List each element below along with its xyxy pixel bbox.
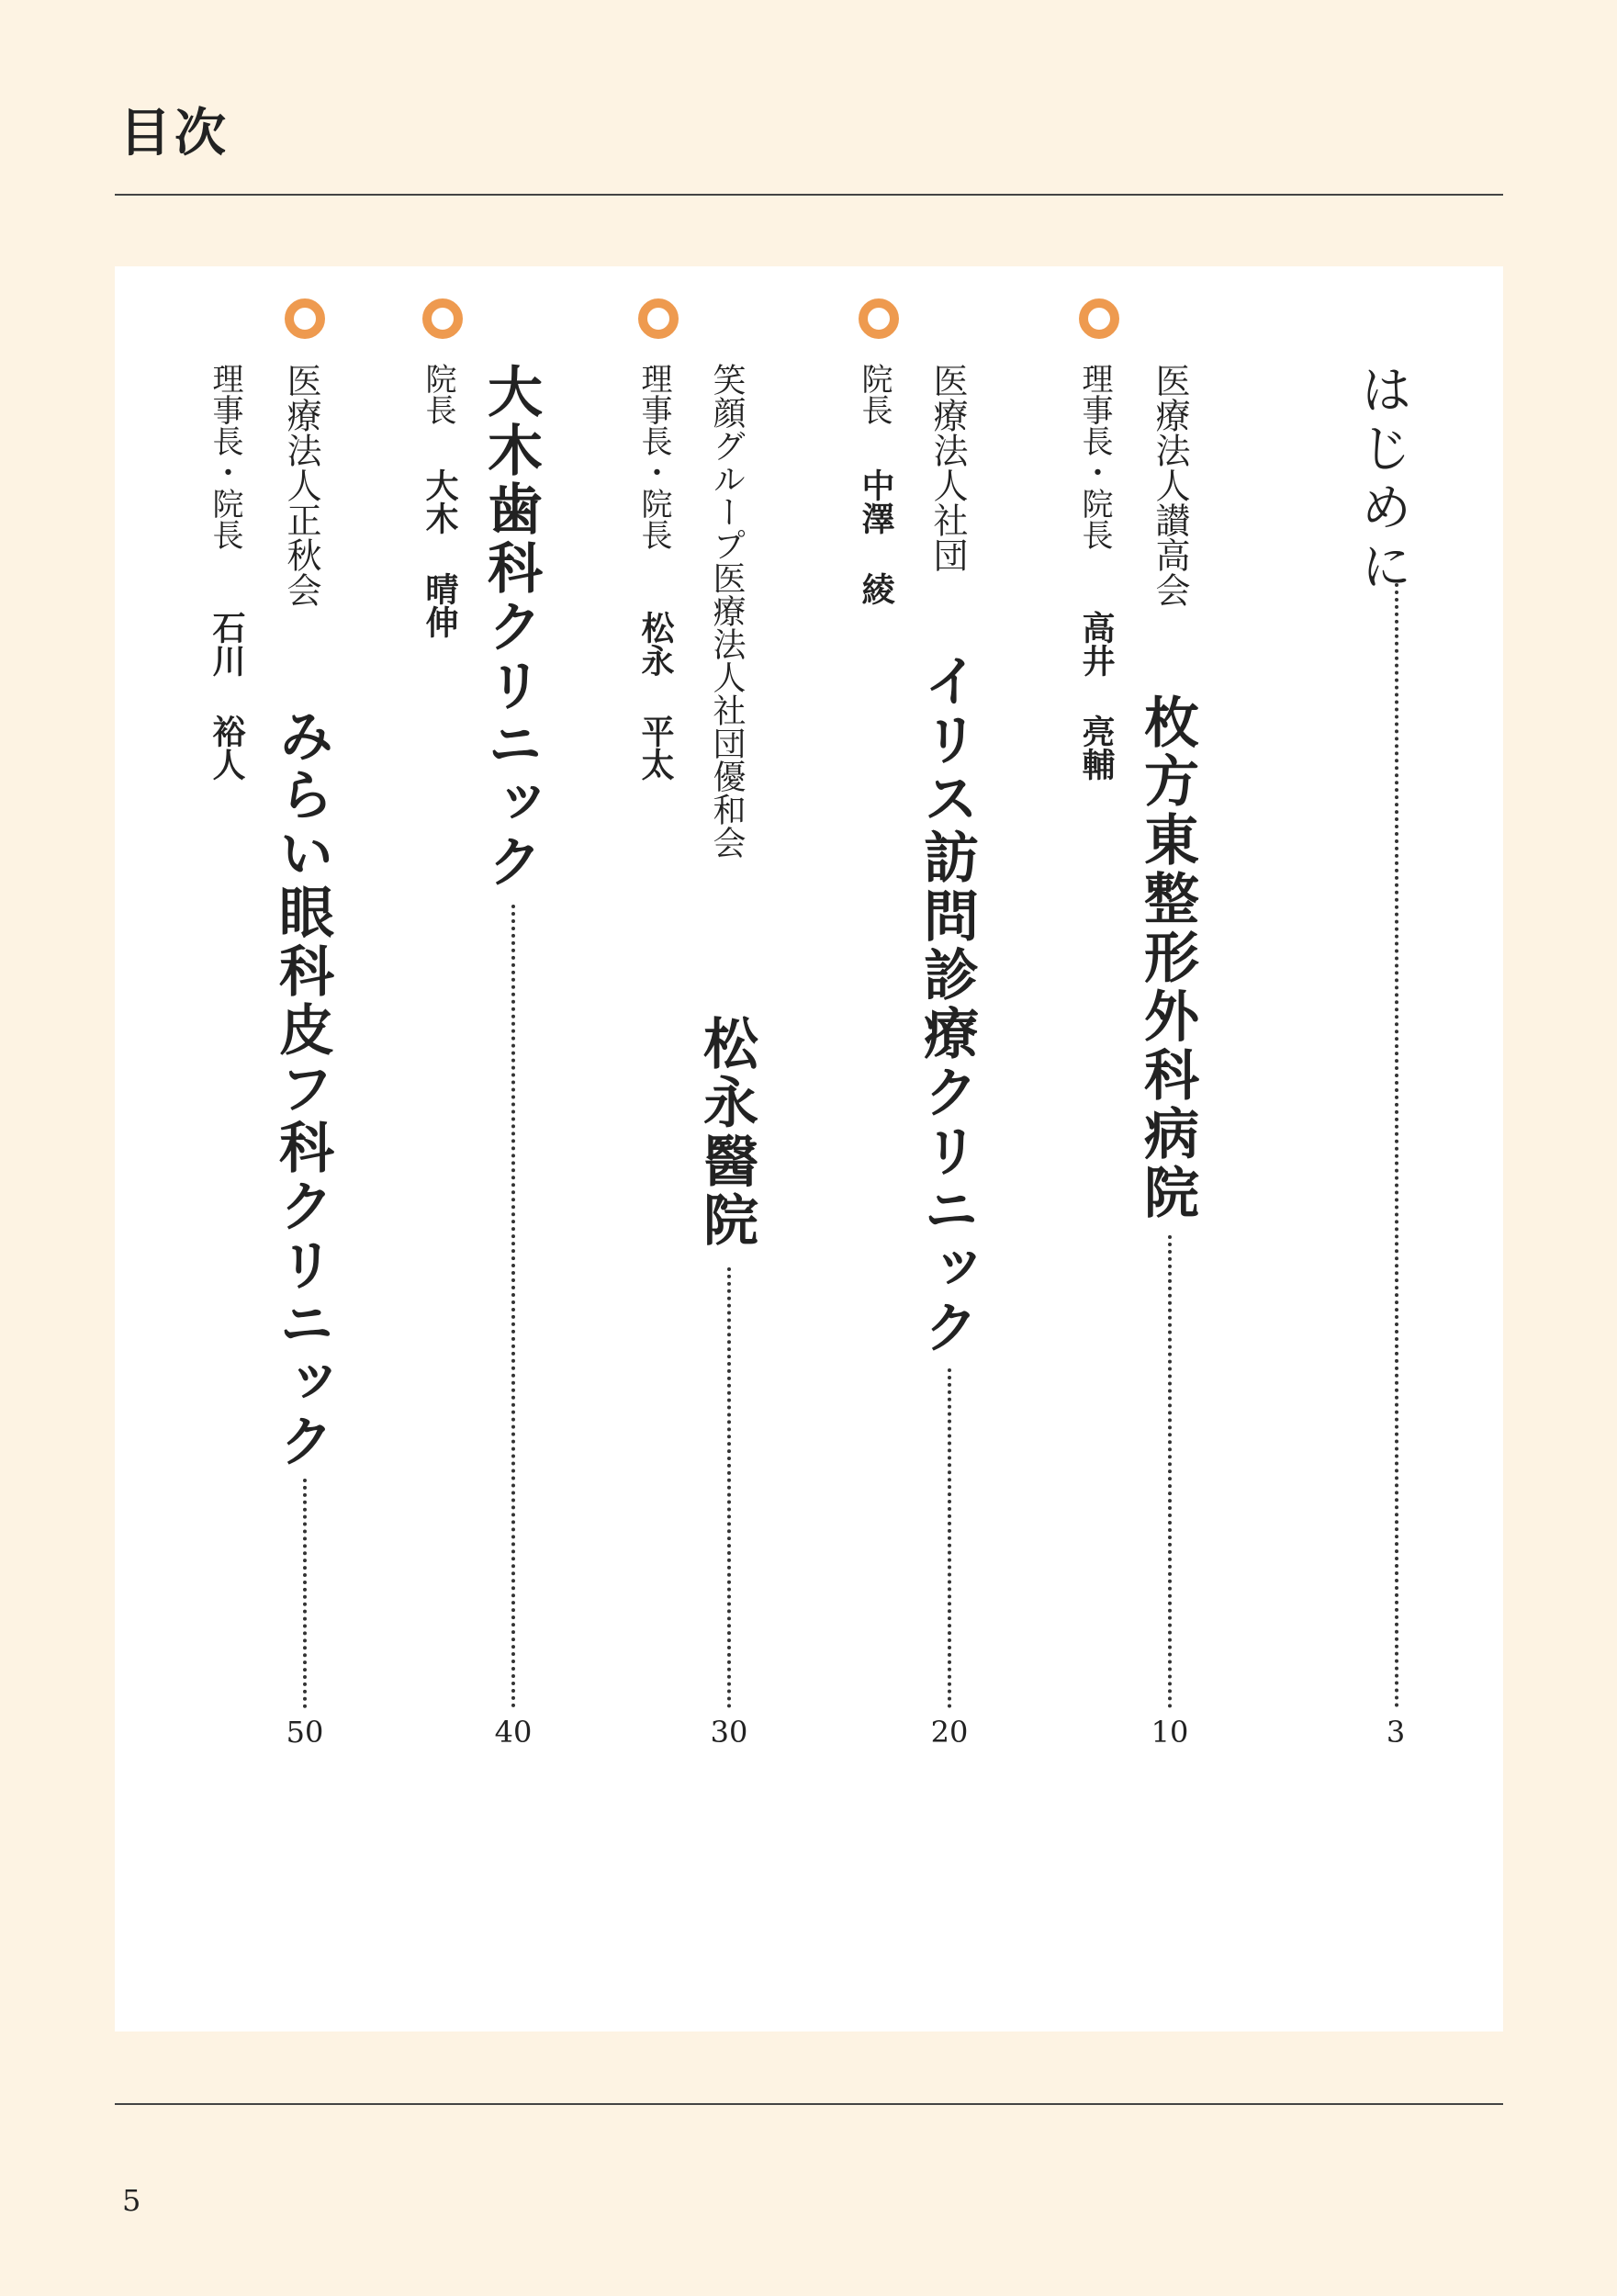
toc-organization: 医療法人讃高会 (1150, 363, 1190, 607)
toc-organization: 医療法人社団 (927, 363, 968, 572)
toc-leader (1395, 583, 1398, 1708)
page-title: 目次 (119, 104, 230, 163)
toc-entry-intro[interactable] (1354, 266, 1437, 2032)
toc-person: 中澤 綾 (857, 468, 894, 605)
toc-page-number: 40 (494, 1715, 533, 1750)
toc-role: 理事長・院長 (207, 363, 243, 550)
bullet-icon (1079, 298, 1119, 339)
toc-page-number: 50 (286, 1715, 324, 1750)
toc-role: 院長 (420, 363, 456, 425)
toc-leader (1168, 1235, 1172, 1708)
toc-person: 大木 晴伸 (421, 468, 458, 638)
toc-organization: 医療法人正秋会 (281, 363, 321, 607)
toc-person: 松永 平太 (636, 611, 674, 781)
toc-leader (303, 1479, 307, 1708)
toc-intro-label: はじめに (1353, 363, 1412, 598)
toc-role: 理事長・院長 (1076, 363, 1113, 550)
toc-leader (511, 905, 515, 1708)
toc-entry-3[interactable] (635, 266, 776, 2032)
top-divider (115, 194, 1503, 196)
toc-panel (115, 266, 1503, 2032)
toc-role: 院長 (856, 363, 893, 425)
toc-leader (948, 1368, 951, 1708)
toc-page-number: 20 (930, 1715, 969, 1750)
bullet-icon (285, 298, 325, 339)
toc-page-number: 10 (1151, 1715, 1189, 1750)
bottom-divider (115, 2103, 1503, 2105)
bullet-icon (859, 298, 899, 339)
bullet-icon (638, 298, 679, 339)
toc-page-number: 3 (1386, 1715, 1406, 1750)
toc-leader (727, 1267, 731, 1708)
toc-page-number: 30 (710, 1715, 748, 1750)
toc-clinic-name: 大木歯科クリニック (478, 363, 543, 892)
toc-clinic-name: みらい眼科皮フ科クリニック (270, 707, 334, 1471)
toc-person: 高井 亮輔 (1077, 611, 1115, 781)
toc-role: 理事長・院長 (635, 363, 672, 550)
toc-entry-5[interactable] (202, 266, 340, 2032)
toc-entry-4[interactable] (422, 266, 560, 2032)
page-number: 5 (122, 2183, 141, 2218)
toc-entry-2[interactable] (856, 266, 996, 2032)
toc-clinic-name: 松永醫院 (694, 1015, 758, 1250)
bullet-icon (422, 298, 463, 339)
toc-clinic-name: 枚方東整形外科病院 (1135, 693, 1199, 1222)
toc-clinic-name: イリス訪問診療クリニック (915, 652, 979, 1357)
toc-entry-1[interactable] (1076, 266, 1217, 2032)
toc-organization: 笑顔グループ医療法人社団優和会 (708, 363, 746, 859)
toc-person: 石川 裕人 (208, 611, 245, 781)
